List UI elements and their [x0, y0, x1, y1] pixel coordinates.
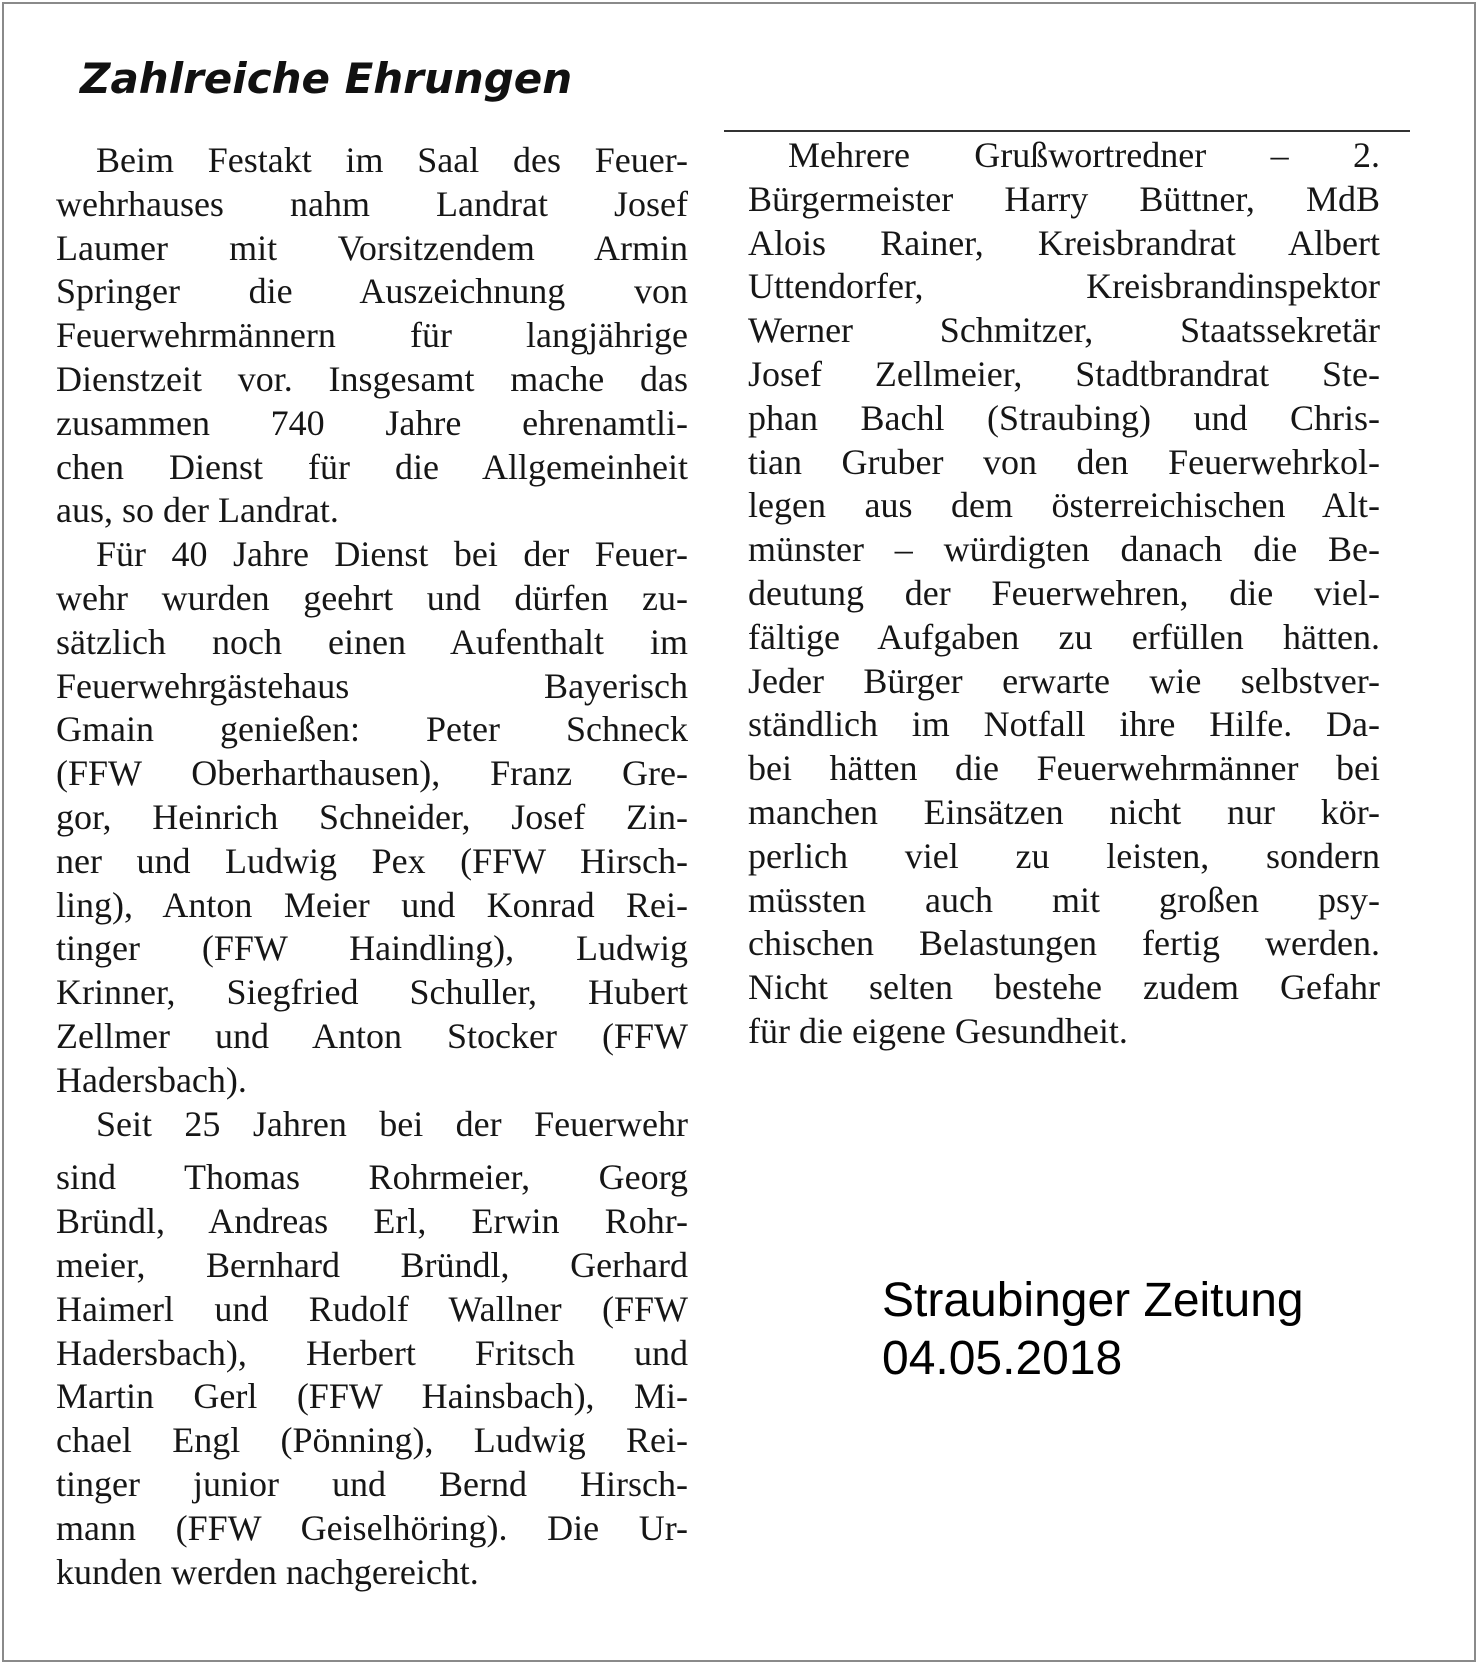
text-line: wehr wurden geehrt und dürfen zu- [56, 577, 688, 618]
text-line: Seit 25 Jahren bei der Feuerwehr [96, 1103, 688, 1144]
text-line: Bürgermeister Harry Büttner, MdB [748, 178, 1380, 219]
text-line: tinger (FFW Haindling), Ludwig [56, 928, 688, 969]
text-line: meier, Bernhard Bründl, Gerhard [56, 1244, 688, 1285]
text-line: ständlich im Notfall ihre Hilfe. Da- [748, 704, 1380, 745]
text-line: perlich viel zu leisten, sondern [748, 835, 1380, 876]
text-line: münster – würdigten danach die Be- [748, 529, 1380, 570]
text-line: Martin Gerl (FFW Hainsbach), Mi- [56, 1376, 688, 1417]
text-line: deutung der Feuerwehren, die viel- [748, 572, 1380, 613]
text-line: Bründl, Andreas Erl, Erwin Rohr- [56, 1201, 688, 1242]
text-line: Dienstzeit vor. Insgesamt mache das [56, 358, 688, 399]
article-right-column [748, 134, 1380, 1054]
text-line: sätzlich noch einen Aufenthalt im [56, 621, 688, 662]
text-line: mann (FFW Geiselhöring). Die Ur- [56, 1507, 688, 1548]
text-line: Werner Schmitzer, Staatssekretär [748, 310, 1380, 351]
text-line: legen aus dem österreichischen Alt- [748, 485, 1380, 526]
text-line: kunden werden nachgereicht. [56, 1551, 479, 1592]
text-line: gor, Heinrich Schneider, Josef Zin- [56, 796, 688, 837]
text-line: Josef Zellmeier, Stadtbrandrat Ste- [748, 353, 1380, 394]
article-headline: Zahlreiche Ehrungen [80, 54, 573, 103]
text-line: Jeder Bürger erwarte wie selbstver- [748, 660, 1380, 701]
text-line: ner und Ludwig Pex (FFW Hirsch- [56, 840, 688, 881]
text-line: Für 40 Jahre Dienst bei der Feuer- [96, 534, 688, 575]
text-line: tian Gruber von den Feuerwehrkol- [748, 441, 1380, 482]
text-line: Alois Rainer, Kreisbrandrat Albert [748, 222, 1380, 263]
column-rule [724, 130, 1410, 132]
text-line: Beim Festakt im Saal des Feuer- [96, 140, 688, 180]
article-left-column [56, 139, 688, 1594]
text-line: Feuerwehrmännern für langjährige [56, 315, 688, 356]
source-publication: Straubinger Zeitung [882, 1274, 1304, 1327]
text-line: Zellmer und Anton Stocker (FFW [56, 1015, 688, 1056]
text-line: manchen Einsätzen nicht nur kör- [748, 791, 1380, 832]
text-line: Nicht selten bestehe zudem Gefahr [748, 967, 1380, 1008]
text-line: aus, so der Landrat. [56, 490, 339, 531]
text-line: tinger junior und Bernd Hirsch- [56, 1463, 688, 1504]
text-line: müssten auch mit großen psy- [748, 879, 1380, 920]
text-line: Gmain genießen: Peter Schneck [56, 709, 688, 750]
text-line: Feuerwehrgästehaus Bayerisch [56, 665, 688, 706]
text-line: fältige Aufgaben zu erfüllen hätten. [748, 616, 1380, 657]
text-line: wehrhauses nahm Landrat Josef [56, 183, 688, 224]
text-line: (FFW Oberharthausen), Franz Gre- [56, 753, 688, 794]
text-line: bei hätten die Feuerwehrmänner bei [748, 748, 1380, 789]
text-line: Krinner, Siegfried Schuller, Hubert [56, 972, 688, 1013]
text-line: sind Thomas Rohrmeier, Georg [56, 1157, 688, 1198]
text-line: Laumer mit Vorsitzendem Armin [56, 227, 688, 268]
text-line: Uttendorfer, Kreisbrandinspektor [748, 266, 1380, 307]
text-line: für die eigene Gesundheit. [748, 1010, 1128, 1051]
text-line: Springer die Auszeichnung von [56, 271, 688, 312]
text-line: chischen Belastungen fertig werden. [748, 923, 1380, 964]
text-line: Mehrere Grußwortredner – 2. [788, 135, 1380, 175]
text-line: Hadersbach), Herbert Fritsch und [56, 1332, 688, 1373]
source-citation [882, 1272, 1304, 1388]
source-date: 04.05.2018 [882, 1332, 1123, 1385]
text-line: ling), Anton Meier und Konrad Rei- [56, 884, 688, 925]
text-line: Haimerl und Rudolf Wallner (FFW [56, 1288, 688, 1329]
text-line: chen Dienst für die Allgemeinheit [56, 446, 688, 487]
text-line: phan Bachl (Straubing) und Chris- [748, 397, 1380, 438]
text-line: zusammen 740 Jahre ehrenamtli- [56, 402, 688, 443]
text-line: Hadersbach). [56, 1059, 247, 1100]
text-line: chael Engl (Pönning), Ludwig Rei- [56, 1420, 688, 1461]
